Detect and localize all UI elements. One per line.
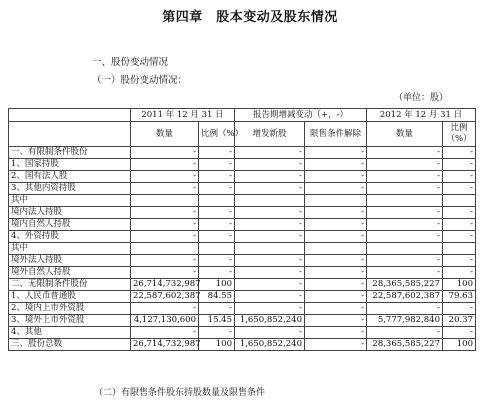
ratio-2012-cell: -	[443, 183, 476, 195]
ratio-2011-cell: 84.55	[199, 291, 235, 303]
row-label-cell: 二、无限制条件股份	[9, 279, 131, 291]
footer-heading: （二）有限售条件股东持股数量及限售条件	[94, 388, 266, 398]
ratio-2011-cell	[199, 243, 235, 255]
group-header-change: 报告期增减变动（+，-）	[235, 109, 367, 122]
section-heading: 一、股份变动情况	[92, 57, 169, 68]
quantity-2011-cell: 22,587,602,387	[131, 291, 199, 303]
table-row	[9, 291, 476, 303]
quantity-2012-cell: -	[367, 255, 443, 267]
restriction-lifted-cell: -	[305, 291, 367, 303]
restriction-lifted-cell	[305, 195, 367, 207]
share-change-table	[8, 108, 476, 351]
row-label-cell: 其中	[9, 195, 131, 207]
new-shares-cell: -	[235, 279, 305, 291]
quantity-2012-cell: -	[367, 171, 443, 183]
table-row	[9, 339, 476, 351]
ratio-2011-cell: -	[199, 255, 235, 267]
table-row	[9, 159, 476, 171]
restriction-lifted-cell: -	[305, 315, 367, 327]
quantity-2012-cell: -	[367, 183, 443, 195]
row-label-cell: 4、其他	[9, 327, 131, 339]
quantity-2012-cell: 28,365,585,227	[367, 279, 443, 291]
new-shares-cell: -	[235, 231, 305, 243]
restriction-lifted-cell	[305, 243, 367, 255]
table-row	[9, 327, 476, 339]
ratio-2012-cell: -	[443, 327, 476, 339]
sub-header-quantity-2012: 数量	[367, 122, 443, 147]
new-shares-cell: 1,650,852,240	[235, 315, 305, 327]
quantity-2012-cell	[367, 243, 443, 255]
restriction-lifted-cell: -	[305, 159, 367, 171]
quantity-2012-cell: -	[367, 267, 443, 279]
restriction-lifted-cell: -	[305, 207, 367, 219]
ratio-2011-cell: -	[199, 171, 235, 183]
table-row	[9, 303, 476, 315]
ratio-2012-cell: 100	[443, 339, 476, 351]
quantity-2011-cell: -	[131, 219, 199, 231]
table-row	[9, 243, 476, 255]
ratio-2012-cell: 20.37	[443, 315, 476, 327]
restriction-lifted-cell: -	[305, 303, 367, 315]
new-shares-cell: -	[235, 171, 305, 183]
new-shares-cell: -	[235, 267, 305, 279]
ratio-2012-cell: 79.63	[443, 291, 476, 303]
row-label-cell: 2、境内上市外资股	[9, 303, 131, 315]
quantity-2011-cell: -	[131, 255, 199, 267]
quantity-2011-cell	[131, 195, 199, 207]
row-label-cell: 三、股份总数	[9, 339, 131, 351]
ratio-2011-cell	[199, 195, 235, 207]
quantity-2011-cell: -	[131, 231, 199, 243]
sub-header-new-shares: 增发新股	[235, 122, 305, 147]
quantity-2012-cell: -	[367, 159, 443, 171]
row-label-cell: 4、外资持股	[9, 231, 131, 243]
ratio-2011-cell: -	[199, 219, 235, 231]
new-shares-cell: -	[235, 159, 305, 171]
ratio-2011-cell: -	[199, 159, 235, 171]
ratio-2011-cell: -	[199, 147, 235, 159]
quantity-2011-cell: 4,127,130,600	[131, 315, 199, 327]
table-row	[9, 171, 476, 183]
new-shares-cell: -	[235, 219, 305, 231]
new-shares-cell	[235, 243, 305, 255]
ratio-2012-cell: -	[443, 171, 476, 183]
restriction-lifted-cell: -	[305, 147, 367, 159]
row-label-cell: 1、人民币普通股	[9, 291, 131, 303]
sub-header-ratio-2012: 比例（%）	[443, 122, 476, 147]
restriction-lifted-cell: -	[305, 267, 367, 279]
restriction-lifted-cell: -	[305, 327, 367, 339]
ratio-2012-cell: -	[443, 231, 476, 243]
ratio-2012-cell	[443, 243, 476, 255]
quantity-2012-cell: 28,365,585,227	[367, 339, 443, 351]
new-shares-cell: -	[235, 183, 305, 195]
quantity-2012-cell: -	[367, 327, 443, 339]
quantity-2011-cell: -	[131, 267, 199, 279]
table-row	[9, 279, 476, 291]
row-label-cell: 境外法人持股	[9, 255, 131, 267]
restriction-lifted-cell: -	[305, 339, 367, 351]
table-row	[9, 219, 476, 231]
ratio-2012-cell: -	[443, 255, 476, 267]
table-row	[9, 267, 476, 279]
restriction-lifted-cell: -	[305, 231, 367, 243]
quantity-2011-cell: -	[131, 171, 199, 183]
new-shares-cell: 1,650,852,240	[235, 339, 305, 351]
table-group-header-row	[9, 109, 476, 122]
table-row	[9, 183, 476, 195]
header-blank-cell	[9, 109, 131, 122]
row-label-cell: 境内自然人持股	[9, 219, 131, 231]
row-label-cell: 3、其他内资持股	[9, 183, 131, 195]
new-shares-cell: -	[235, 303, 305, 315]
row-label-cell: 1、国家持股	[9, 159, 131, 171]
row-label-cell: 其中	[9, 243, 131, 255]
row-label-cell: 2、国有法人股	[9, 171, 131, 183]
table-row	[9, 255, 476, 267]
restriction-lifted-cell: -	[305, 219, 367, 231]
quantity-2011-cell: -	[131, 159, 199, 171]
quantity-2012-cell: -	[367, 207, 443, 219]
group-header-2012: 2012 年 12 月 31 日	[367, 109, 476, 122]
ratio-2011-cell: -	[199, 327, 235, 339]
table-sub-header-row	[9, 122, 476, 147]
table-row	[9, 207, 476, 219]
quantity-2012-cell: -	[367, 303, 443, 315]
ratio-2012-cell: -	[443, 267, 476, 279]
quantity-2011-cell: -	[131, 327, 199, 339]
restriction-lifted-cell: -	[305, 279, 367, 291]
ratio-2012-cell: -	[443, 303, 476, 315]
new-shares-cell: -	[235, 147, 305, 159]
new-shares-cell: -	[235, 327, 305, 339]
new-shares-cell	[235, 195, 305, 207]
chapter-title: 第四章 股本变动及股东情况	[162, 10, 338, 25]
ratio-2011-cell: -	[199, 183, 235, 195]
header-blank-cell	[9, 122, 131, 147]
sub-header-restriction-lifted: 限售条件解除	[305, 122, 367, 147]
group-header-2011: 2011 年 12 月 31 日	[131, 109, 235, 122]
ratio-2012-cell: -	[443, 147, 476, 159]
restriction-lifted-cell: -	[305, 171, 367, 183]
subsection-heading: （一）股份变动情况：	[92, 75, 188, 86]
table-row	[9, 315, 476, 327]
ratio-2012-cell: -	[443, 207, 476, 219]
new-shares-cell: -	[235, 207, 305, 219]
ratio-2011-cell: -	[199, 267, 235, 279]
quantity-2011-cell: -	[131, 183, 199, 195]
ratio-2011-cell: -	[199, 231, 235, 243]
restriction-lifted-cell: -	[305, 255, 367, 267]
quantity-2012-cell: -	[367, 219, 443, 231]
row-label-cell: 一、有限制条件股份	[9, 147, 131, 159]
ratio-2012-cell	[443, 195, 476, 207]
new-shares-cell: -	[235, 291, 305, 303]
sub-header-quantity-2011: 数量	[131, 122, 199, 147]
ratio-2011-cell: 100	[199, 339, 235, 351]
table-row	[9, 231, 476, 243]
ratio-2011-cell: 15.45	[199, 315, 235, 327]
quantity-2011-cell: -	[131, 147, 199, 159]
restriction-lifted-cell: -	[305, 183, 367, 195]
new-shares-cell: -	[235, 255, 305, 267]
row-label-cell: 境内法人持股	[9, 207, 131, 219]
ratio-2012-cell: -	[443, 159, 476, 171]
ratio-2012-cell: -	[443, 219, 476, 231]
table-row	[9, 147, 476, 159]
unit-note: （单位：股）	[394, 93, 449, 103]
quantity-2011-cell: 26,714,732,987	[131, 279, 199, 291]
quantity-2012-cell: -	[367, 231, 443, 243]
quantity-2012-cell	[367, 195, 443, 207]
row-label-cell: 境外自然人持股	[9, 267, 131, 279]
ratio-2011-cell: 100	[199, 279, 235, 291]
table-row	[9, 195, 476, 207]
quantity-2012-cell: -	[367, 147, 443, 159]
ratio-2012-cell: 100	[443, 279, 476, 291]
row-label-cell: 3、境外上市外资股	[9, 315, 131, 327]
quantity-2012-cell: 5,777,982,840	[367, 315, 443, 327]
quantity-2012-cell: 22,587,602,387	[367, 291, 443, 303]
ratio-2011-cell: -	[199, 207, 235, 219]
ratio-2011-cell: -	[199, 303, 235, 315]
quantity-2011-cell: -	[131, 207, 199, 219]
sub-header-ratio-2011: 比例（%）	[199, 122, 235, 147]
quantity-2011-cell	[131, 243, 199, 255]
quantity-2011-cell: -	[131, 303, 199, 315]
quantity-2011-cell: 26,714,732,987	[131, 339, 199, 351]
